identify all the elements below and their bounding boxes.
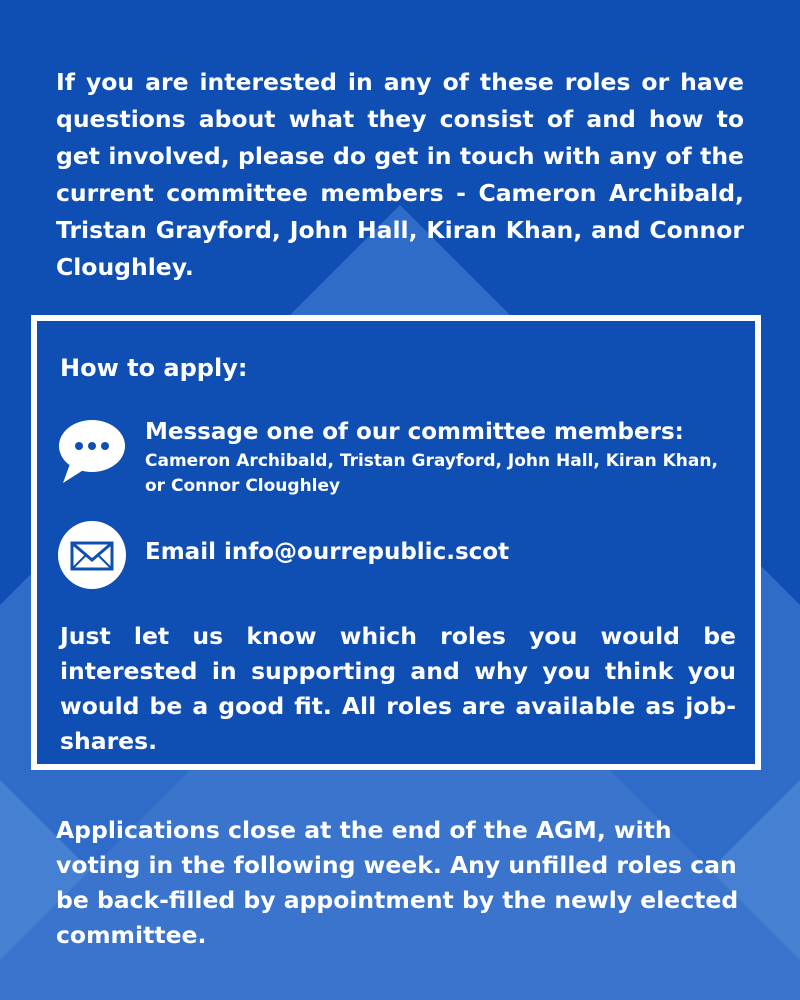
how-to-apply-title: How to apply: xyxy=(60,354,248,382)
message-method-heading: Message one of our committee members: xyxy=(145,419,684,445)
intro-paragraph: If you are interested in any of these roles or have questions about what they consist of and how to get involved, please do get in touch with any of the current committee members - Cameron Archibald, Tristan Grayford, John Hall, Kiran Khan, and Connor Cloughley. xyxy=(56,68,744,281)
apply-note: Just let us know which roles you would be interested in supporting and why you think you would be a good fit. All roles are available as job-shares. xyxy=(60,622,736,755)
envelope-icon xyxy=(57,520,127,590)
email-method-heading: Email info@ourrepublic.scot xyxy=(145,539,510,565)
message-method-detail: Cameron Archibald, Tristan Grayford, John Hall, Kiran Khan, or Connor Cloughley xyxy=(145,451,718,496)
applications-close-notice: Applications close at the end of the AGM, with voting in the following week. Any unfilled roles can be back-filled by appointment by the newly elected committee. xyxy=(56,816,739,949)
chat-bubble-icon xyxy=(57,417,127,487)
how-to-apply-panel xyxy=(31,315,761,770)
